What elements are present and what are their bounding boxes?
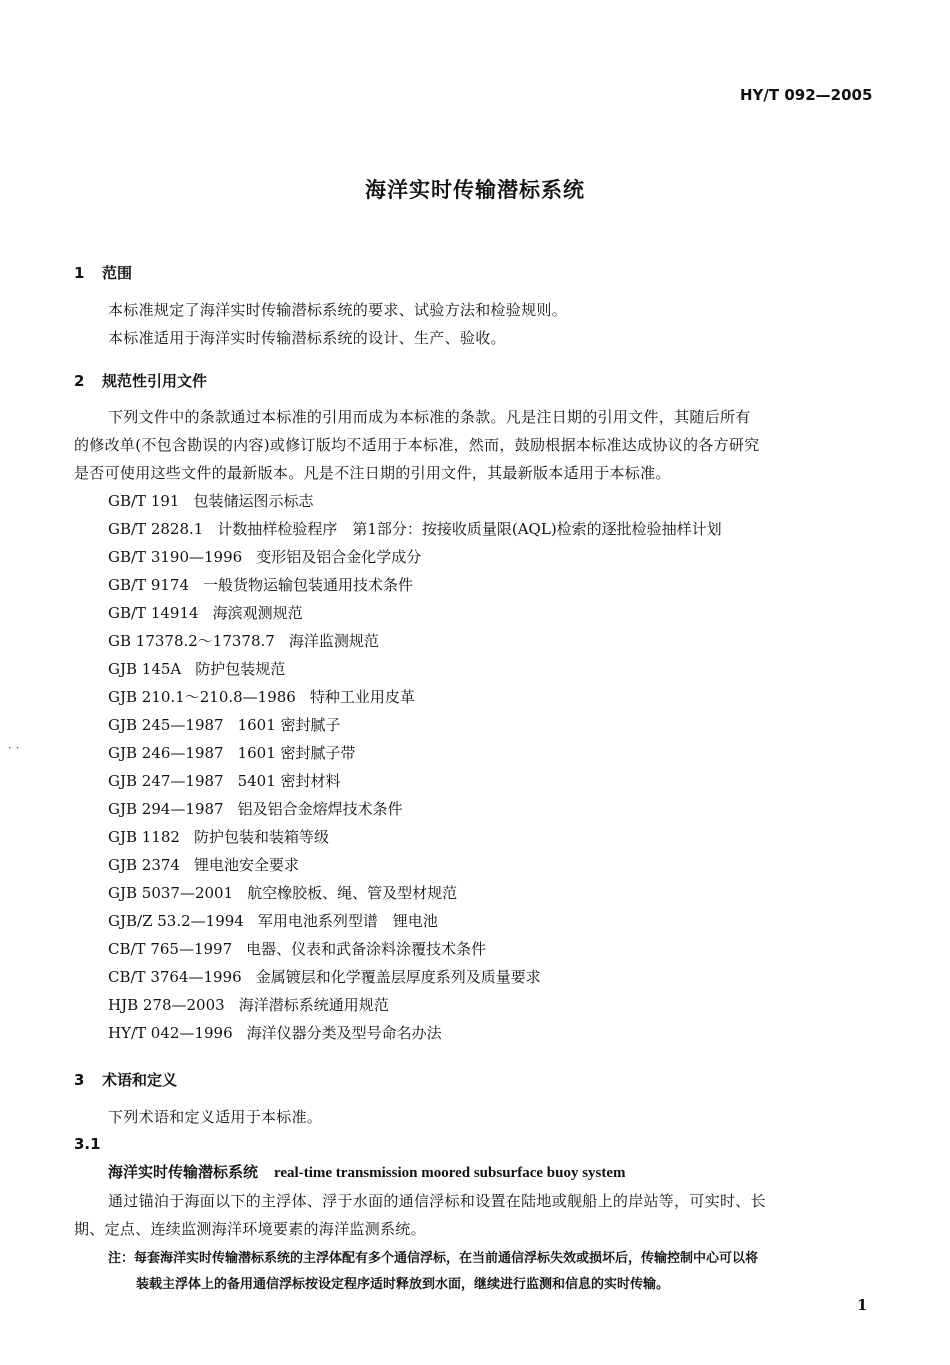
- paragraph: 下列术语和定义适用于本标准。: [108, 1108, 323, 1126]
- reference-title: 海滨观测规范: [212, 604, 303, 622]
- reference-title: 防护包装规范: [195, 660, 286, 678]
- standard-number: HY/T 092—2005: [740, 86, 873, 104]
- note-line: [108, 1247, 758, 1266]
- reference-item: [108, 630, 379, 651]
- reference-title: 一般货物运输包装通用技术条件: [203, 576, 414, 594]
- definition-line: 期、定点、连续监测海洋环境要素的海洋监测系统。: [74, 1220, 426, 1238]
- section-2-heading: [74, 370, 207, 391]
- reference-title: 锂电池安全要求: [193, 856, 299, 874]
- reference-title: 海洋潜标系统通用规范: [238, 996, 389, 1014]
- note-line: 装载主浮体上的备用通信浮标按设定程序适时释放到水面，继续进行监测和信息的实时传输。: [136, 1277, 670, 1292]
- term-chinese: 海洋实时传输潜标系统: [108, 1163, 259, 1181]
- reference-title: 1601 密封腻子带: [237, 744, 356, 762]
- term-entry: [108, 1161, 626, 1182]
- reference-title: 1601 密封腻子: [237, 716, 341, 734]
- reference-title: 包装储运图示标志: [193, 492, 314, 510]
- section-number: 1: [74, 264, 85, 282]
- reference-code: GJB 294—1987: [108, 800, 224, 818]
- reference-code: GB/T 9174: [108, 576, 190, 594]
- reference-title: 海洋仪器分类及型号命名办法: [246, 1024, 442, 1042]
- definition-line: 通过锚泊于海面以下的主浮体、浮于水面的通信浮标和设置在陆地或舰船上的岸站等，可实时、长: [108, 1192, 766, 1210]
- reference-code: GJB 145A: [108, 660, 182, 678]
- reference-item: [108, 770, 341, 791]
- reference-title: 计数抽样检验程序 第1部分：按接收质量限(AQL)检索的逐批检验抽样计划: [217, 520, 722, 538]
- section-title: 范围: [102, 264, 133, 282]
- reference-title: 金属镀层和化学覆盖层厚度系列及质量要求: [255, 968, 541, 986]
- reference-code: GJB 246—1987: [108, 744, 224, 762]
- reference-item: [108, 518, 722, 539]
- reference-item: [108, 854, 299, 875]
- reference-code: CB/T 765—1997: [108, 940, 233, 958]
- reference-title: 军用电池系列型谱 锂电池: [257, 912, 438, 930]
- reference-code: GJB 1182: [108, 828, 180, 846]
- note-text: 每套海洋实时传输潜标系统的主浮体配有多个通信浮标，在当前通信浮标失效或损坏后，传输控制中心可以将: [134, 1251, 759, 1266]
- intro-line: 是否可使用这些文件的最新版本。凡是不注日期的引用文件，其最新版本适用于本标准。: [74, 464, 671, 482]
- section-1-heading: [74, 262, 132, 283]
- reference-title: 电器、仪表和武备涂料涂覆技术条件: [246, 940, 487, 958]
- reference-code: GJB 247—1987: [108, 772, 224, 790]
- page-number: 1: [857, 1296, 868, 1314]
- reference-item: [108, 574, 413, 595]
- reference-code: GJB 245—1987: [108, 716, 224, 734]
- reference-title: 航空橡胶板、绳、管及型材规范: [247, 884, 458, 902]
- reference-code: GJB 2374: [108, 856, 180, 874]
- reference-title: 变形铝及铝合金化学成分: [256, 548, 422, 566]
- reference-item: [108, 882, 457, 903]
- reference-title: 铝及铝合金熔焊技术条件: [237, 800, 403, 818]
- reference-code: GJB/Z 53.2—1994: [108, 912, 244, 930]
- intro-line: 下列文件中的条款通过本标准的引用而成为本标准的条款。凡是注日期的引用文件，其随后所有: [108, 408, 751, 426]
- subsection-number: 3.1: [74, 1135, 101, 1153]
- reference-item: [108, 490, 313, 511]
- reference-code: GJB 5037—2001: [108, 884, 234, 902]
- reference-item: [108, 994, 389, 1015]
- reference-item: [108, 546, 421, 567]
- reference-title: 5401 密封材料: [237, 772, 341, 790]
- reference-item: [108, 658, 285, 679]
- reference-code: GB/T 14914: [108, 604, 199, 622]
- section-title: 术语和定义: [102, 1071, 178, 1089]
- reference-code: HJB 278—2003: [108, 996, 225, 1014]
- reference-title: 海洋监测规范: [288, 632, 379, 650]
- section-3-heading: [74, 1069, 177, 1090]
- section-number: 3: [74, 1071, 85, 1089]
- reference-title: 防护包装和装箱等级: [193, 828, 329, 846]
- section-title: 规范性引用文件: [102, 372, 208, 390]
- reference-code: GJB 210.1～210.8—1986: [108, 688, 296, 706]
- term-english: real-time transmission moored subsurface buoy system: [274, 1165, 626, 1181]
- note-label: 注：: [108, 1251, 135, 1266]
- reference-code: HY/T 042—1996: [108, 1024, 233, 1042]
- intro-line: 的修改单(不包含勘误的内容)或修订版均不适用于本标准，然而，鼓励根据本标准达成协议的各方研究: [74, 436, 760, 454]
- reference-code: CB/T 3764—1996: [108, 968, 242, 986]
- reference-item: [108, 798, 403, 819]
- reference-item: [108, 910, 438, 931]
- reference-code: GB/T 2828.1: [108, 520, 204, 538]
- paragraph: 本标准适用于海洋实时传输潜标系统的设计、生产、验收。: [108, 329, 506, 347]
- reference-item: [108, 966, 541, 987]
- reference-title: 特种工业用皮革: [309, 688, 415, 706]
- reference-item: [108, 602, 303, 623]
- reference-item: [108, 742, 356, 763]
- reference-item: [108, 826, 329, 847]
- section-number: 2: [74, 372, 85, 390]
- reference-item: [108, 714, 341, 735]
- margin-mark: · ·: [8, 741, 20, 755]
- reference-item: [108, 1022, 442, 1043]
- reference-code: GB 17378.2～17378.7: [108, 632, 275, 650]
- document-title: 海洋实时传输潜标系统: [365, 178, 585, 202]
- reference-item: [108, 938, 486, 959]
- reference-item: [108, 686, 415, 707]
- reference-code: GB/T 191: [108, 492, 180, 510]
- paragraph: 本标准规定了海洋实时传输潜标系统的要求、试验方法和检验规则。: [108, 301, 568, 319]
- reference-code: GB/T 3190—1996: [108, 548, 243, 566]
